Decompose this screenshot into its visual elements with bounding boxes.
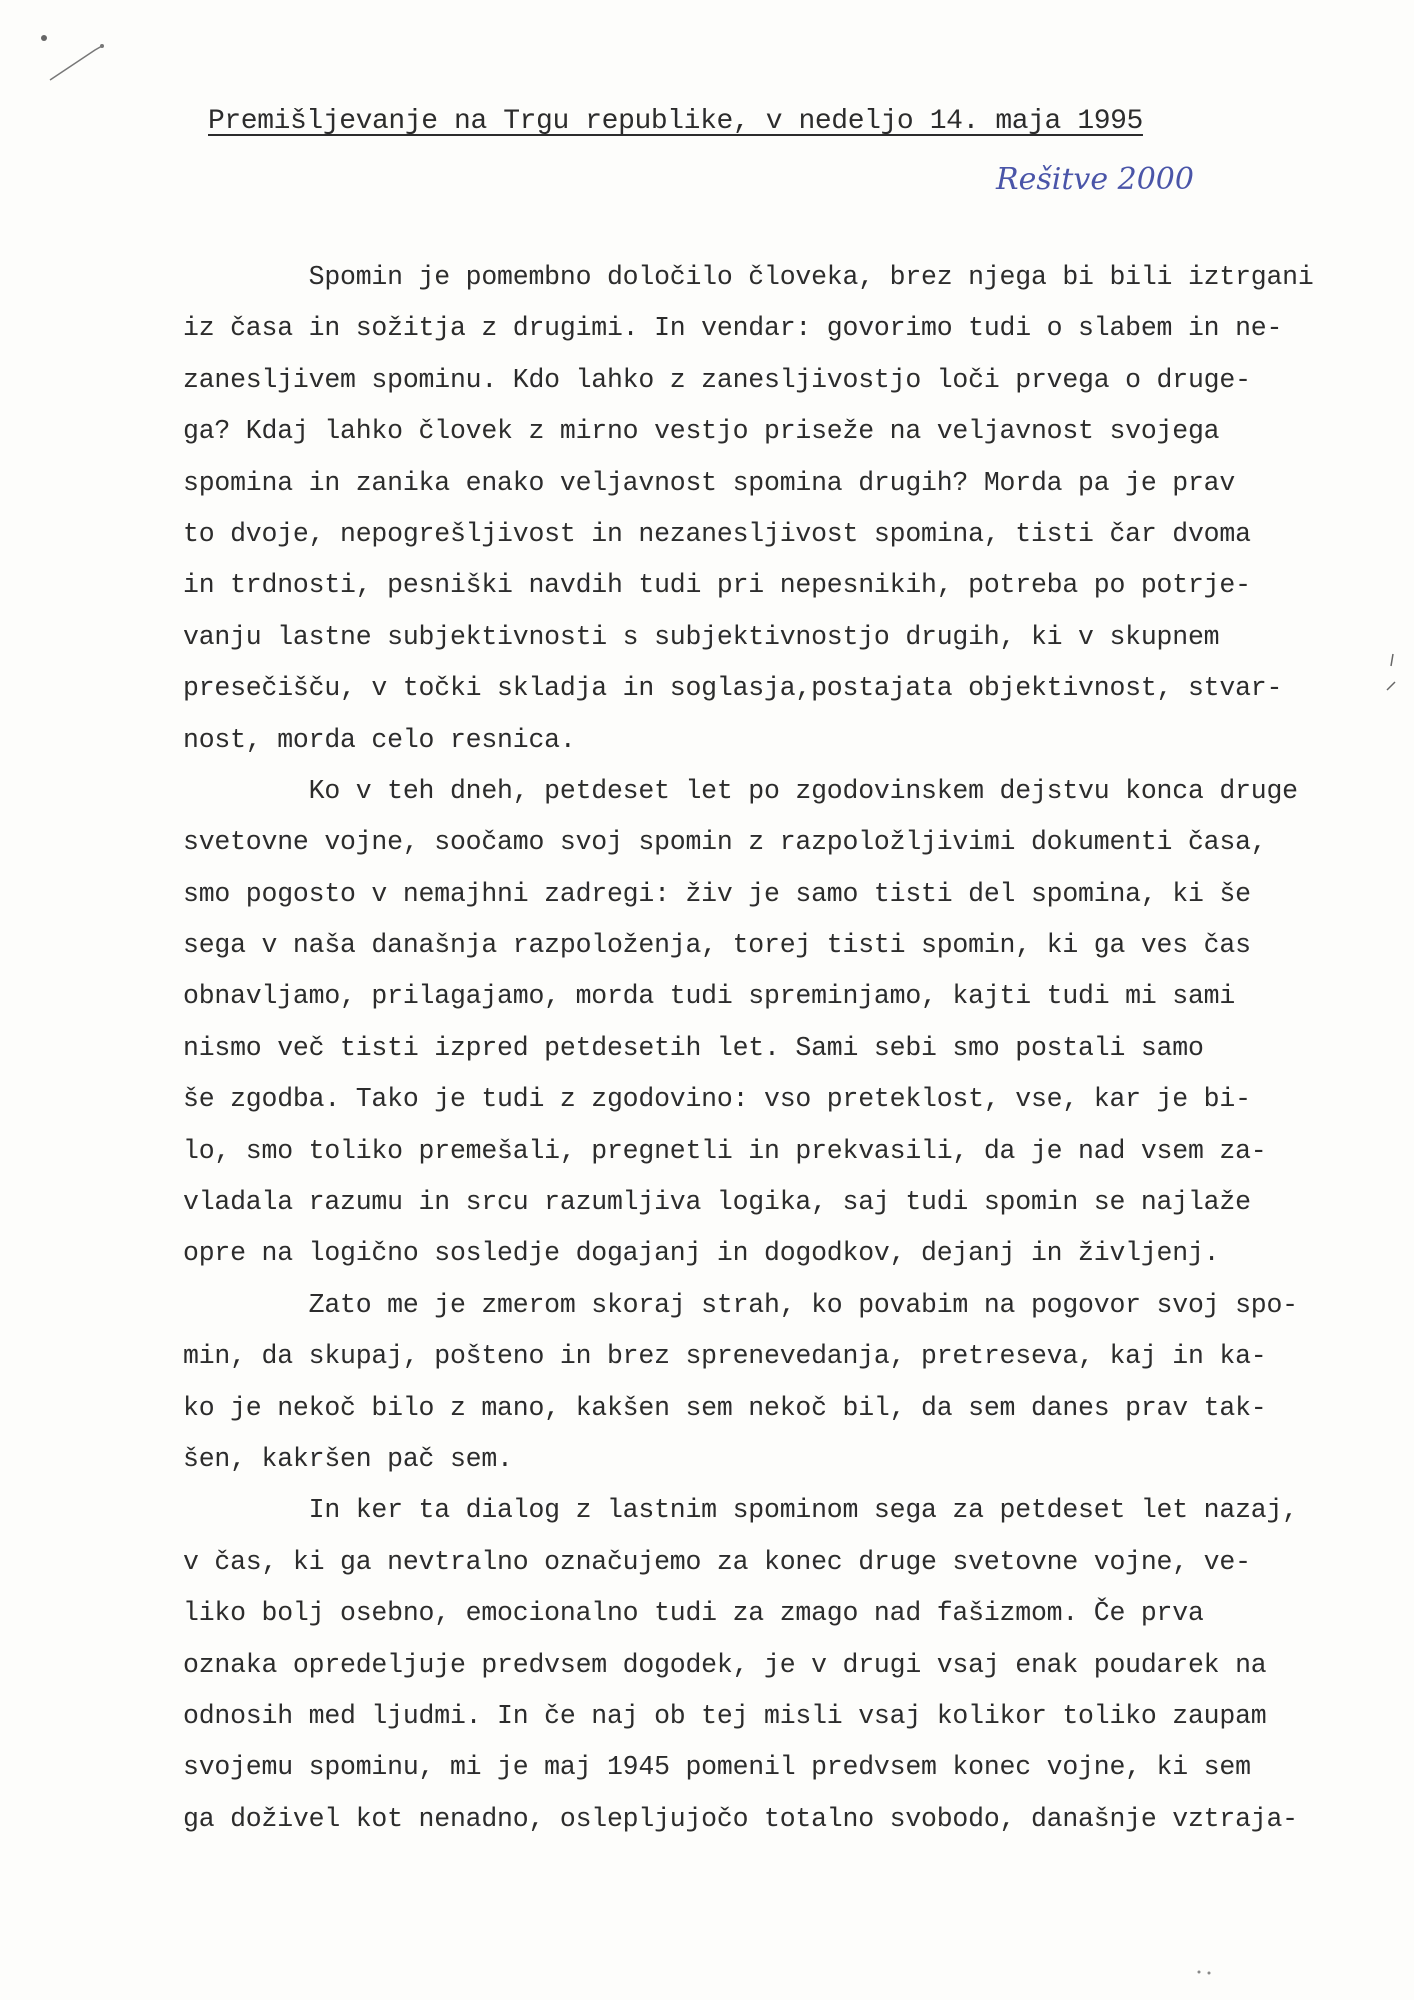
text-line: Ko v teh dneh, petdeset let po zgodovinskem dejstvu konca druge bbox=[183, 775, 1298, 806]
typed-body-text bbox=[183, 252, 1383, 1845]
text-line: presečišču, v točki skladja in soglasja,postajata objektivnost, stvar- bbox=[183, 673, 1283, 704]
text-line: zanesljivem spominu. Kdo lahko z zanesljivostjo loči prvega o druge- bbox=[183, 364, 1251, 395]
text-line: spomina in zanika enako veljavnost spomina drugih? Morda pa je prav bbox=[183, 467, 1236, 498]
text-line: odnosih med ljudmi. In če naj ob tej misli vsaj kolikor toliko zaupam bbox=[183, 1700, 1267, 1731]
text-line: iz časa in sožitja z drugimi. In vendar: govorimo tudi o slabem in ne- bbox=[183, 313, 1283, 344]
text-line: šen, kakršen pač sem. bbox=[183, 1443, 513, 1474]
text-line: Zato me je zmerom skoraj strah, ko povabim na pogovor svoj spo- bbox=[183, 1289, 1298, 1320]
text-line: to dvoje, nepogrešljivost in nezanesljivost spomina, tisti čar dvoma bbox=[183, 518, 1251, 549]
text-line: svetovne vojne, soočamo svoj spomin z razpoložljivimi dokumenti časa, bbox=[183, 827, 1267, 858]
text-line: v čas, ki ga nevtralno označujemo za konec druge svetovne vojne, ve- bbox=[183, 1546, 1251, 1577]
bottom-ink-dots bbox=[1195, 1963, 1225, 1981]
text-line: ko je nekoč bilo z mano, kakšen sem nekoč bil, da sem danes prav tak- bbox=[183, 1392, 1267, 1423]
text-line: Spomin je pomembno določilo človeka, brez njega bi bili iztrgani bbox=[183, 262, 1314, 292]
text-line: sega v naša današnja razpoloženja, torej tisti spomin, ki ga ves čas bbox=[183, 930, 1251, 961]
text-line: liko bolj osebno, emocionalno tudi za zmago nad fašizmom. Če prva bbox=[183, 1598, 1204, 1629]
text-line: min, da skupaj, pošteno in brez sprenevedanja, pretreseva, kaj in ka- bbox=[183, 1341, 1267, 1372]
text-line: še zgodba. Tako je tudi z zgodovino: vso preteklost, vse, kar je bi- bbox=[183, 1084, 1251, 1115]
corner-ink-mark bbox=[40, 20, 42, 22]
text-line: nismo več tisti izpred petdesetih let. Sami sebi smo postali samo bbox=[183, 1032, 1204, 1063]
text-line: opre na logično sosledje dogajanj in dogodkov, dejanj in življenj. bbox=[183, 1238, 1220, 1269]
margin-tick-mark bbox=[1385, 652, 1397, 697]
document-title: Premišljevanje na Trgu republike, v nedeljo 14. maja 1995 bbox=[208, 106, 1143, 137]
text-line: ga? Kdaj lahko človek z mirno vestjo priseže na veljavnost svojega bbox=[183, 416, 1220, 447]
text-line: svojemu spominu, mi je maj 1945 pomenil predvsem konec vojne, ki sem bbox=[183, 1752, 1251, 1783]
text-line: ga doživel kot nenadno, oslepljujočo totalno svobodo, današnje vztraja- bbox=[183, 1803, 1298, 1834]
text-line: in trdnosti, pesniški navdih tudi pri nepesnikih, potreba po potrje- bbox=[183, 570, 1251, 601]
text-line: oznaka opredeljuje predvsem dogodek, je v drugi vsaj enak poudarek na bbox=[183, 1649, 1267, 1680]
text-line: nost, morda celo resnica. bbox=[183, 724, 576, 755]
text-line: vanju lastne subjektivnosti s subjektivnostjo drugih, ki v skupnem bbox=[183, 621, 1220, 652]
text-line: In ker ta dialog z lastnim spominom sega za petdeset let nazaj, bbox=[183, 1495, 1298, 1526]
text-line: vladala razumu in srcu razumljiva logika, saj tudi spomin se najlaže bbox=[183, 1187, 1251, 1218]
handwritten-annotation: Rešitve 2000 bbox=[996, 162, 1194, 197]
text-line: lo, smo toliko premešali, pregnetli in prekvasili, da je nad vsem za- bbox=[183, 1135, 1267, 1166]
text-line: smo pogosto v nemajhni zadregi: živ je samo tisti del spomina, ki še bbox=[183, 878, 1251, 909]
text-line: obnavljamo, prilagajamo, morda tudi spreminjamo, kajti tudi mi sami bbox=[183, 981, 1236, 1012]
